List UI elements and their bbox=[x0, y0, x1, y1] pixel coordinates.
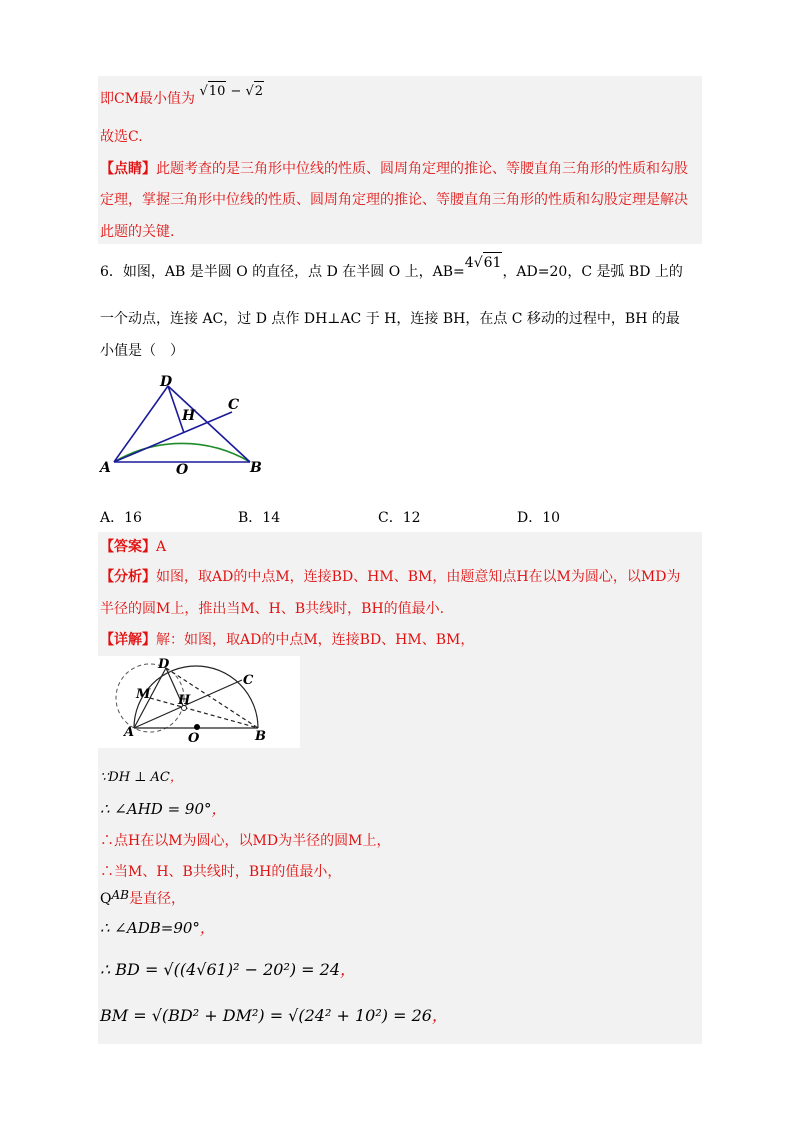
svg-text:B: B bbox=[255, 729, 266, 744]
option-b: B．14 bbox=[238, 510, 281, 526]
question-line-3: 小值是（ ） bbox=[100, 343, 184, 359]
comment-line-2: 定理，掌握三角形中位线的性质、圆周角定理的推论、等腰直角三角形的性质和勾股定理是解决 bbox=[100, 192, 688, 208]
step-6: ∴ ∠ADB=90°， bbox=[100, 919, 215, 937]
detail-line-1: 【详解】解：如图，取AD的中点M，连接BD、HM、BM， bbox=[100, 632, 475, 648]
analysis-line-1: 【分析】如图，取AD的中点M，连接BD、HM、BM，由题意知点H在以M为圆心，以MD为 bbox=[100, 569, 681, 585]
figure-solution bbox=[98, 656, 300, 748]
analysis-line-2: 半径的圆M上，推出当M、H、B共线时，BH的值最小. bbox=[100, 601, 445, 617]
label-c: C bbox=[228, 397, 240, 413]
cm-min-line: 即CM最小值为 √10 − √2 bbox=[100, 89, 264, 110]
option-c: C．12 bbox=[378, 510, 421, 526]
svg-text:D: D bbox=[158, 657, 170, 672]
choose-c-line: 故选C. bbox=[100, 129, 143, 145]
answer-line: 【答案】A bbox=[100, 539, 167, 555]
point-o bbox=[194, 724, 200, 730]
figure-semicircle bbox=[96, 372, 276, 482]
step-3: ∴点H在以M为圆心，以MD为半径的圆M上， bbox=[100, 833, 391, 849]
svg-text:A: A bbox=[124, 725, 135, 740]
step-2: ∴ ∠AHD = 90°， bbox=[100, 800, 227, 818]
label-a: A bbox=[100, 460, 111, 476]
step-8: BM = √(BD² + DM²) = √(24² + 10²) = 26， bbox=[100, 1006, 448, 1025]
svg-text:C: C bbox=[243, 673, 254, 688]
comment-line-1: 【点睛】此题考查的是三角形中位线的性质、圆周角定理的推论、等腰直角三角形的性质和勾股 bbox=[100, 161, 688, 177]
step-5: QAB是直径， bbox=[100, 888, 185, 907]
step-7: ∴ BD = √((4√61)² − 20²) = 24， bbox=[100, 960, 357, 979]
comment-line-3: 此题的关键. bbox=[100, 224, 175, 240]
cm-min-value: √10 − √2 bbox=[200, 84, 265, 99]
label-d: D bbox=[160, 374, 173, 390]
option-d: D．10 bbox=[517, 510, 561, 526]
option-a: A．16 bbox=[100, 510, 142, 526]
label-h: H bbox=[182, 408, 196, 424]
label-b: B bbox=[250, 460, 262, 476]
question-line-2: 一个动点，连接 AC，过 D 点作 DH⊥AC 于 H，连接 BH，在点 C 移动的过程中，BH 的最 bbox=[100, 311, 680, 327]
svg-text:O: O bbox=[188, 731, 200, 746]
svg-text:H: H bbox=[178, 693, 191, 708]
question-line-1: 6．如图，AB 是半圆 O 的直径，点 D 在半圆 O 上，AB=4√61，AD=20，C 是弧 BD 上的 bbox=[100, 261, 683, 282]
step-1: ∵DH ⊥ AC， bbox=[100, 770, 183, 785]
label-o: O bbox=[176, 462, 189, 478]
comment-label: 【点睛】 bbox=[100, 161, 156, 177]
svg-text:M: M bbox=[136, 687, 151, 702]
ab-value: 4√61 bbox=[465, 255, 503, 271]
step-4: ∴当M、H、B共线时，BH的值最小， bbox=[100, 864, 342, 880]
